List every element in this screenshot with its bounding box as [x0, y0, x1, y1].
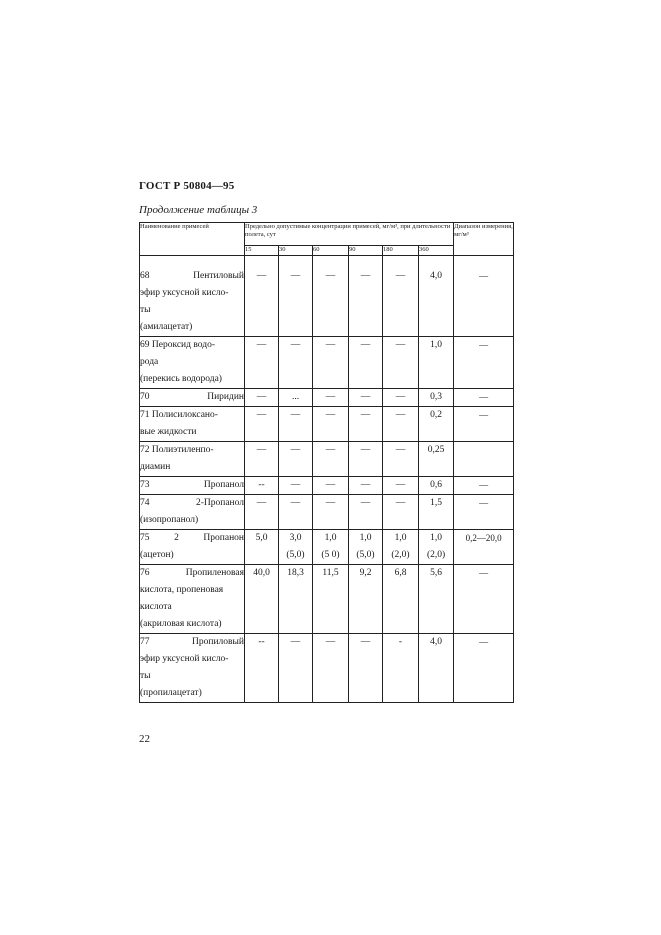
substance-name-line: (пропилацетат) [140, 688, 202, 698]
concentration-value [349, 495, 383, 530]
substance-name-line: диамин [140, 462, 171, 472]
concentration-value [279, 337, 313, 389]
value-line: — [256, 392, 267, 402]
substance-name-line: 69 Пероксид водо- [140, 340, 215, 350]
table-row [140, 477, 514, 495]
concentration-value [419, 477, 454, 495]
table-continuation-caption: Продолжение таблицы 3 [139, 204, 258, 216]
substance-name-line: кислота [140, 602, 172, 612]
value-line: — [256, 340, 267, 350]
value-line: — [325, 637, 336, 647]
value-line: — [325, 410, 336, 420]
substance-name [140, 256, 245, 337]
value-line: — [395, 392, 406, 402]
measurement-range: — [454, 477, 514, 495]
concentration-value [313, 442, 349, 477]
value-line: 4,0 [430, 637, 442, 647]
concentration-value [313, 337, 349, 389]
table-row [140, 495, 514, 530]
substance-name [140, 337, 245, 389]
substance-name-line: (перекись водорода) [140, 374, 222, 384]
substance-name-line: 70 Пиридин [140, 392, 244, 402]
substance-name [140, 442, 245, 477]
value-line: — [290, 480, 301, 490]
concentration-value [383, 565, 419, 634]
concentration-value [313, 565, 349, 634]
substance-name [140, 634, 245, 703]
value-line: — [325, 480, 336, 490]
measurement-range: — [454, 389, 514, 407]
substance-name-line: (акриловая кислота) [140, 619, 222, 629]
value-line: — [290, 498, 301, 508]
measurement-range: — [454, 565, 514, 634]
measurement-range: — [454, 407, 514, 442]
value-line: 5,6 [430, 568, 442, 578]
value-line: 3,0 [289, 533, 302, 543]
concentration-value [313, 530, 349, 565]
concentration-value [349, 256, 383, 337]
substance-name [140, 407, 245, 442]
concentration-value [349, 337, 383, 389]
substance-name-line: 77 Пропиловый [140, 637, 244, 647]
value-line: — [360, 445, 371, 455]
value-line: 1,0 [394, 533, 407, 543]
concentration-value [419, 407, 454, 442]
concentration-value [383, 442, 419, 477]
value-line: — [395, 340, 406, 350]
value-line: 0,2 [430, 410, 442, 420]
substance-name-line: 72 Полиэтиленпо- [140, 445, 214, 455]
value-line: — [360, 340, 371, 350]
concentration-value [313, 389, 349, 407]
value-line: 4,0 [430, 271, 442, 281]
value-line: 1,0 [359, 533, 372, 543]
value-line: — [395, 498, 406, 508]
header-duration: 360 [419, 246, 454, 256]
substance-name-line: эфир уксусной кисло- [140, 288, 229, 298]
value-line: — [360, 637, 371, 647]
substance-name-line: 73 Пропанол [140, 480, 244, 490]
concentration-value [245, 407, 279, 442]
value-line: (5,0) [286, 550, 305, 560]
concentration-value [279, 442, 313, 477]
substance-name-line: ты [140, 671, 151, 681]
concentration-value [349, 442, 383, 477]
table-row [140, 565, 514, 634]
header-name: Наименование примесей [140, 223, 245, 256]
concentration-value [349, 565, 383, 634]
measurement-range: — [454, 634, 514, 703]
header-duration: 15 [245, 246, 279, 256]
concentration-value [313, 256, 349, 337]
concentration-value [419, 389, 454, 407]
value-line: 1,0 [430, 533, 442, 543]
substance-name-line: вые жидкости [140, 427, 197, 437]
value-line: — [290, 271, 301, 281]
substance-name-line: 68 Пентиловый [140, 271, 244, 281]
concentration-value [419, 565, 454, 634]
value-line: — [290, 410, 301, 420]
concentration-value [279, 565, 313, 634]
value-line: 18,3 [287, 568, 304, 578]
concentration-value [245, 337, 279, 389]
table-row [140, 634, 514, 703]
concentration-value [419, 495, 454, 530]
concentration-value [279, 407, 313, 442]
substance-name-line: 71 Полисилоксано- [140, 410, 218, 420]
concentration-value [245, 442, 279, 477]
concentration-value [245, 495, 279, 530]
concentration-value [419, 530, 454, 565]
value-line: — [395, 271, 406, 281]
concentration-value [349, 477, 383, 495]
substance-name-line: эфир уксусной кисло- [140, 654, 229, 664]
header-duration: 30 [279, 246, 313, 256]
table-row [140, 337, 514, 389]
substance-name [140, 530, 245, 565]
value-line: 1,5 [430, 498, 442, 508]
value-line: - [398, 637, 403, 647]
value-line: — [325, 271, 336, 281]
value-line: (5 0) [321, 550, 340, 560]
concentration-value [419, 634, 454, 703]
value-line: 9,2 [359, 568, 372, 578]
value-line: 0,25 [427, 445, 445, 455]
value-line: — [360, 392, 371, 402]
measurement-range: — [454, 495, 514, 530]
concentration-value [279, 530, 313, 565]
concentration-value [383, 634, 419, 703]
concentration-value [313, 634, 349, 703]
concentration-value [349, 530, 383, 565]
concentration-value [349, 407, 383, 442]
page-number: 22 [139, 733, 150, 745]
concentration-value [383, 495, 419, 530]
value-line: — [395, 480, 406, 490]
concentration-value [419, 442, 454, 477]
value-line: — [290, 637, 301, 647]
concentration-value [279, 634, 313, 703]
value-line: ... [291, 392, 300, 402]
value-line: (2,0) [391, 550, 410, 560]
concentration-value [245, 565, 279, 634]
table-row [140, 530, 514, 565]
value-line: — [290, 445, 301, 455]
concentration-value [245, 389, 279, 407]
value-line: 6,8 [394, 568, 407, 578]
substance-name-line: 75 2 Пропанон [140, 533, 244, 543]
substance-name-line: (ацетон) [140, 550, 174, 560]
substance-name-line: 74 2-Пропанол [140, 498, 244, 508]
measurement-range [454, 442, 514, 477]
concentration-value [313, 495, 349, 530]
header-duration: 180 [383, 246, 419, 256]
value-line: — [256, 445, 267, 455]
value-line: — [325, 340, 336, 350]
concentration-value [383, 337, 419, 389]
value-line: -- [258, 480, 265, 490]
value-line: — [290, 340, 301, 350]
concentration-value [383, 389, 419, 407]
measurement-range: — [454, 256, 514, 337]
value-line: 40,0 [253, 568, 270, 578]
value-line: 1,0 [324, 533, 337, 543]
value-line: 11,5 [322, 568, 339, 578]
value-line: — [360, 498, 371, 508]
table-row [140, 407, 514, 442]
value-line: — [360, 480, 371, 490]
substance-name [140, 565, 245, 634]
concentration-value [383, 407, 419, 442]
standard-title: ГОСТ Р 50804—95 [139, 180, 235, 192]
substance-name-line: (амилацетат) [140, 322, 193, 332]
concentration-value [245, 256, 279, 337]
concentration-value [279, 256, 313, 337]
measurement-range: — [454, 337, 514, 389]
table-row [140, 442, 514, 477]
value-line: (5,0) [356, 550, 375, 560]
value-line: — [325, 498, 336, 508]
value-line: — [360, 271, 371, 281]
value-line: — [395, 410, 406, 420]
value-line: — [395, 445, 406, 455]
header-duration: 90 [349, 246, 383, 256]
concentration-value [245, 477, 279, 495]
value-line: 0,6 [430, 480, 442, 490]
concentration-value [349, 389, 383, 407]
value-line: — [256, 410, 267, 420]
value-line: — [325, 392, 336, 402]
concentration-value [349, 634, 383, 703]
value-line: 1,0 [430, 340, 442, 350]
value-line: — [256, 498, 267, 508]
table-row [140, 256, 514, 337]
value-line: — [325, 445, 336, 455]
substance-name [140, 495, 245, 530]
concentration-table [139, 222, 514, 703]
concentration-value [313, 477, 349, 495]
substance-name-line: 76 Пропиленовая [140, 568, 244, 578]
header-duration: 60 [313, 246, 349, 256]
concentration-value [383, 477, 419, 495]
concentration-value [279, 389, 313, 407]
value-line: — [360, 410, 371, 420]
value-line: 0,3 [430, 392, 442, 402]
measurement-range: 0,2—20,0 [454, 530, 514, 565]
concentration-value [419, 337, 454, 389]
concentration-value [279, 477, 313, 495]
table-row [140, 389, 514, 407]
substance-name [140, 477, 245, 495]
substance-name-line: кислота, пропеновая [140, 585, 224, 595]
value-line: 5,0 [255, 533, 268, 543]
value-line: -- [258, 637, 265, 647]
concentration-value [383, 530, 419, 565]
concentration-value [313, 407, 349, 442]
value-line: (2,0) [426, 550, 446, 560]
concentration-value [383, 256, 419, 337]
substance-name [140, 389, 245, 407]
substance-name-line: рода [140, 357, 159, 367]
header-concentration: Предельно допустимые концентрации примесей, мг/м³, при длительности полета, сут [245, 223, 454, 246]
substance-name-line: ты [140, 305, 151, 315]
concentration-value [419, 256, 454, 337]
concentration-value [245, 530, 279, 565]
header-range: Диапазон измерения, мг/м³ [454, 223, 514, 256]
concentration-value [245, 634, 279, 703]
value-line: — [256, 271, 267, 281]
substance-name-line: (изопропанол) [140, 515, 199, 525]
concentration-value [279, 495, 313, 530]
